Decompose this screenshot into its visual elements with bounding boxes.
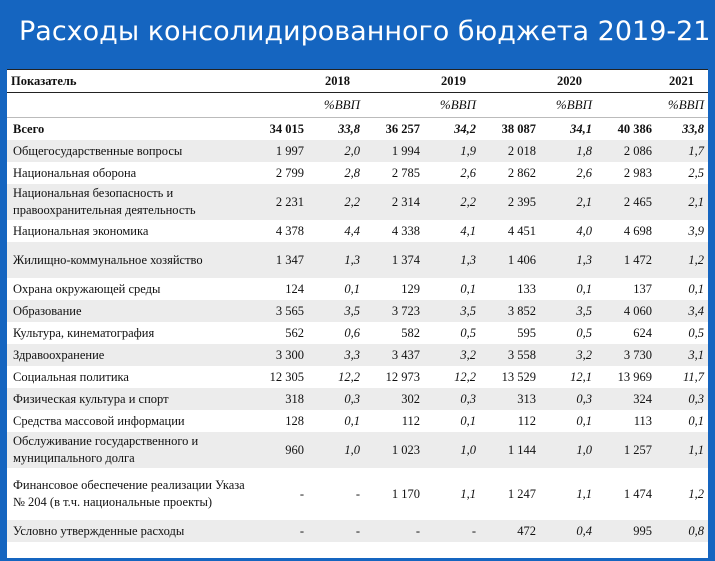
value-2018: 562 [285,325,304,340]
pct-gdp-2018: 0,6 [344,325,360,340]
row-label: Общегосударственные вопросы [13,143,183,158]
table-row [7,410,708,432]
pct-gdp-2021: 0,5 [688,325,704,340]
value-2019: 4 338 [391,223,420,238]
pct-gdp-2018: 3,3 [344,347,360,362]
subheader-row [7,93,708,118]
value-2018: 12 305 [269,369,304,384]
table-row [7,520,708,542]
pct-gdp-2021: 0,3 [688,391,704,406]
pct-gdp-2020: 4,0 [576,223,592,238]
pct-gdp-2018: 4,4 [344,223,360,238]
pct-gdp-2018: 1,0 [344,442,360,457]
pct-gdp-2018: 2,0 [344,143,360,158]
value-2018: 128 [285,413,304,428]
value-2019: 3 723 [391,303,420,318]
value-2020: 13 529 [501,369,536,384]
row-label: Здравоохранение [13,347,105,362]
pct-gdp-2019: 0,3 [460,391,476,406]
value-2019: 3 437 [391,347,420,362]
table-row [7,432,708,468]
value-2018: 4 378 [275,223,304,238]
pct-gdp-2020: 1,1 [576,486,592,501]
pct-gdp-2020: 34,1 [570,121,592,136]
value-2021: 1 472 [623,252,652,267]
value-2020: 2 395 [507,194,536,209]
value-2021: 4 698 [623,223,652,238]
pct-gdp-2020: 0,5 [576,325,592,340]
value-2019: 1 023 [391,442,420,457]
pct-gdp-2019: 0,5 [460,325,476,340]
row-label: Культура, кинематография [13,325,155,340]
pct-gdp-2021: 2,5 [688,165,704,180]
pct-gdp-2019: 1,9 [460,143,476,158]
value-2021: 2 465 [623,194,652,209]
table-row [7,278,708,300]
value-2020: 1 144 [507,442,536,457]
value-2021: 2 983 [623,165,652,180]
value-2020: 112 [517,413,536,428]
pct-gdp-2019: 1,3 [460,252,476,267]
value-2020: 133 [517,281,536,296]
value-2021: 13 969 [617,369,652,384]
pct-gdp-2018: 0,3 [344,391,360,406]
row-label: Финансовое обеспечение реализации Указа № 204 (в т.ч. национальные проекты) [13,478,245,509]
table-row [7,162,708,184]
budget-table [7,69,708,542]
value-2018: 318 [285,391,304,406]
value-2020: 38 087 [501,121,536,136]
pct-gdp-2019: 4,1 [460,223,476,238]
row-label: Национальная экономика [13,223,149,238]
pct-gdp-2021: 0,1 [688,413,704,428]
value-2018: - [299,486,304,501]
pct-gdp-2019: 34,2 [454,121,476,136]
table-row [7,388,708,410]
year-header-2020: 2020 [557,73,582,88]
value-2018: 2 231 [275,194,304,209]
pct-gdp-2020: 1,8 [576,143,592,158]
pct-gdp-2020: 3,2 [576,347,592,362]
value-2020: 4 451 [507,223,536,238]
value-2018: - [299,523,304,538]
value-2018: 124 [285,281,304,296]
value-2020: 472 [517,523,536,538]
value-2019: 1 170 [391,486,420,501]
value-2019: 1 374 [391,252,420,267]
value-2020: 3 558 [507,347,536,362]
pct-gdp-2021: 3,4 [688,303,704,318]
value-2018: 3 300 [275,347,304,362]
pct-gdp-2021: 1,1 [688,442,704,457]
value-2019: 582 [401,325,420,340]
pct-gdp-2018: 2,8 [344,165,360,180]
pct-gdp-2019: 3,2 [460,347,476,362]
value-2021: 4 060 [623,303,652,318]
value-2019: 36 257 [385,121,420,136]
pct-gdp-2018: - [355,486,360,501]
table-row [7,184,708,220]
pct-gdp-2019: 1,0 [460,442,476,457]
table-row [7,468,708,520]
value-2021: 2 086 [623,143,652,158]
value-2021: 1 257 [623,442,652,457]
title-banner [0,0,715,64]
pct-gdp-2018: 0,1 [344,413,360,428]
pct-gdp-2021: 33,8 [682,121,704,136]
pct-gdp-2020: 0,1 [576,413,592,428]
pct-gdp-2018: 0,1 [344,281,360,296]
pct-header-2019: %ВВП [439,97,476,112]
pct-header-2021: %ВВП [667,97,704,112]
pct-gdp-2021: 1,2 [688,486,704,501]
value-2020: 1 406 [507,252,536,267]
pct-gdp-2020: 1,3 [576,252,592,267]
pct-gdp-2018: 2,2 [344,194,360,209]
table-row [7,220,708,242]
value-2018: 2 799 [275,165,304,180]
value-2021: 137 [633,281,652,296]
value-2018: 1 347 [275,252,304,267]
pct-gdp-2019: 0,1 [460,413,476,428]
value-2020: 2 862 [507,165,536,180]
page-title: Расходы консолидированного бюджета 2019-21 [19,16,711,47]
pct-gdp-2021: 11,7 [683,369,704,384]
pct-gdp-2018: 1,3 [344,252,360,267]
pct-gdp-2018: 12,2 [338,369,360,384]
pct-gdp-2018: 3,5 [344,303,360,318]
value-2018: 34 015 [269,121,304,136]
table-row [7,140,708,162]
pct-gdp-2020: 2,1 [576,194,592,209]
value-2020: 313 [517,391,536,406]
table-row [7,344,708,366]
value-2021: 995 [633,523,652,538]
row-label: Условно утвержденные расходы [13,523,185,538]
year-header-2021: 2021 [669,73,694,88]
value-2019: 302 [401,391,420,406]
header-label: Показатель [11,73,77,88]
row-label: Физическая культура и спорт [13,391,169,406]
value-2019: 112 [401,413,420,428]
value-2021: 324 [633,391,652,406]
value-2019: 129 [401,281,420,296]
value-2019: 2 785 [391,165,420,180]
pct-gdp-2021: 3,1 [688,347,704,362]
row-label: Национальная оборона [13,165,137,180]
pct-gdp-2019: 2,2 [460,194,476,209]
value-2020: 3 852 [507,303,536,318]
table-row [7,300,708,322]
pct-gdp-2018: - [355,523,360,538]
year-header-2018: 2018 [325,73,350,88]
row-label: Средства массовой информации [13,413,185,428]
pct-gdp-2019: 12,2 [454,369,476,384]
value-2020: 595 [517,325,536,340]
pct-gdp-2020: 1,0 [576,442,592,457]
row-label: Обслуживание государственного и муниципального долга [13,434,199,465]
pct-gdp-2020: 0,3 [576,391,592,406]
pct-gdp-2020: 3,5 [576,303,592,318]
year-header-2019: 2019 [441,73,466,88]
table-body [7,118,708,543]
value-2018: 1 997 [275,143,304,158]
value-2019: 1 994 [391,143,420,158]
pct-gdp-2020: 12,1 [570,369,592,384]
pct-gdp-2019: 3,5 [460,303,476,318]
pct-gdp-2021: 0,8 [688,523,704,538]
table-row [7,366,708,388]
total-row [7,118,708,141]
row-label: Жилищно-коммунальное хозяйство [13,252,203,267]
value-2019: 2 314 [391,194,420,209]
pct-gdp-2021: 1,2 [688,252,704,267]
value-2019: 12 973 [385,369,420,384]
pct-gdp-2019: 1,1 [460,486,476,501]
value-2019: - [415,523,420,538]
table-panel [7,69,708,558]
value-2021: 1 474 [623,486,652,501]
pct-gdp-2019: 2,6 [460,165,476,180]
value-2020: 1 247 [507,486,536,501]
row-label: Охрана окружающей среды [13,281,161,296]
pct-gdp-2020: 0,1 [576,281,592,296]
value-2021: 624 [633,325,652,340]
table-row [7,242,708,278]
pct-header-2020: %ВВП [555,97,592,112]
pct-gdp-2021: 2,1 [688,194,704,209]
pct-gdp-2021: 0,1 [688,281,704,296]
pct-gdp-2019: 0,1 [460,281,476,296]
value-2021: 3 730 [623,347,652,362]
row-label: Национальная безопасность и правоохранительная деятельность [13,186,196,217]
row-label: Всего [13,121,45,136]
value-2018: 3 565 [275,303,304,318]
pct-gdp-2018: 33,8 [338,121,360,136]
value-2021: 113 [633,413,652,428]
row-label: Социальная политика [13,369,129,384]
pct-gdp-2021: 3,9 [688,223,704,238]
pct-gdp-2020: 0,4 [576,523,592,538]
table-row [7,322,708,344]
value-2021: 40 386 [617,121,652,136]
pct-gdp-2020: 2,6 [576,165,592,180]
pct-gdp-2021: 1,7 [688,143,704,158]
header-row [7,70,708,93]
pct-gdp-2019: - [471,523,476,538]
row-label: Образование [13,303,82,318]
pct-header-2018: %ВВП [323,97,360,112]
value-2018: 960 [285,442,304,457]
value-2020: 2 018 [507,143,536,158]
